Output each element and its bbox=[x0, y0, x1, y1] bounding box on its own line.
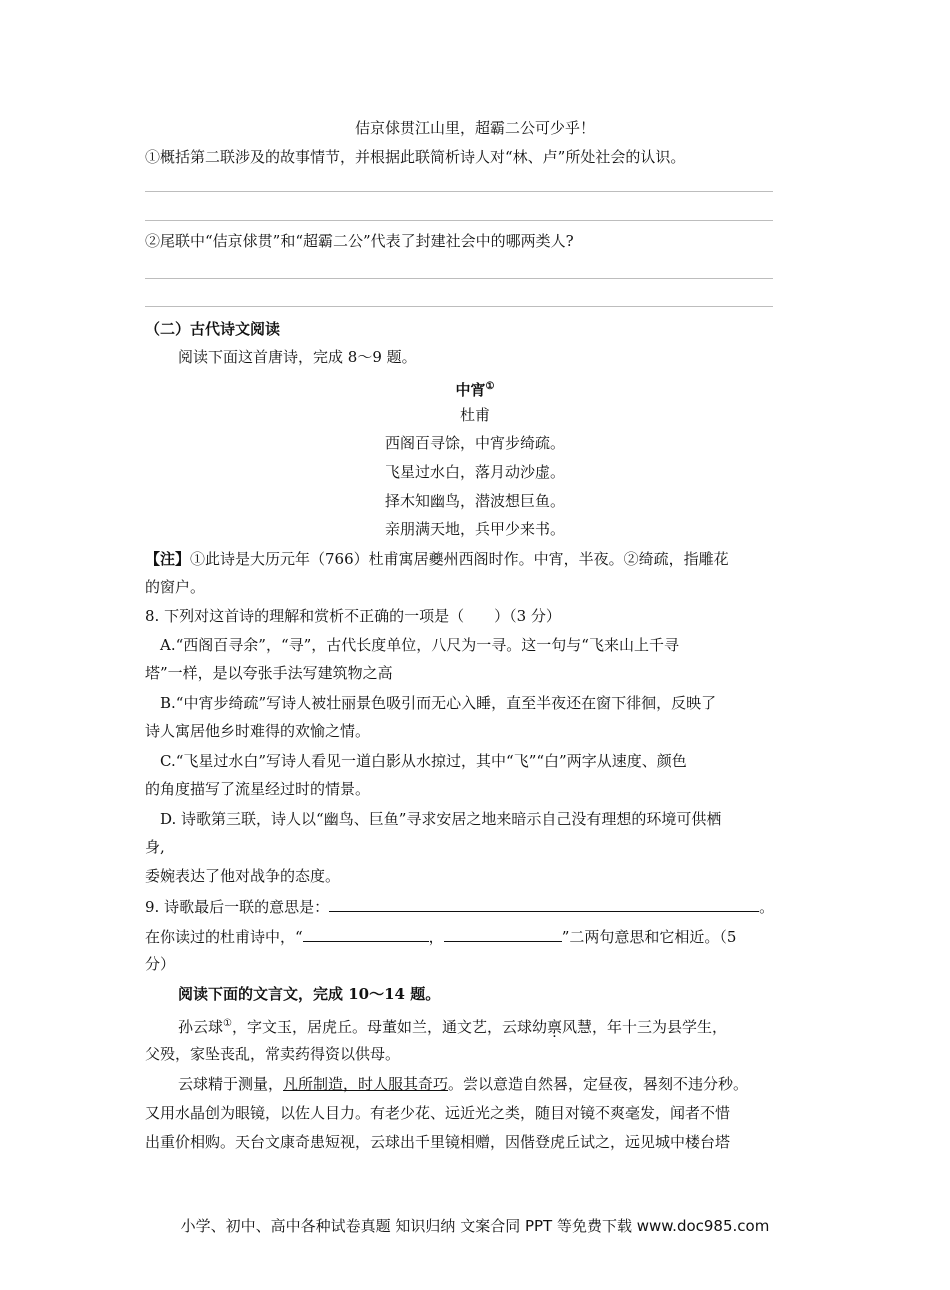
question-9-line1 bbox=[145, 895, 774, 918]
poem-note bbox=[145, 548, 729, 570]
answer-blank[interactable] bbox=[329, 895, 759, 912]
poem-last-line: 佶京俅贯江山里，超霸二公可少乎！ bbox=[354, 119, 595, 137]
classical-para2-cont: 出重价相购。天台文康奇患短视，云球出千里镜相赠，因偕登虎丘试之，远见城中楼台塔 bbox=[145, 1133, 731, 1151]
answer-line[interactable] bbox=[145, 191, 773, 192]
question-9-line2 bbox=[145, 925, 736, 948]
poem-title-note: ① bbox=[485, 381, 495, 392]
answer-blank[interactable] bbox=[303, 925, 429, 942]
classical-para1 bbox=[178, 1013, 727, 1038]
option-c: C.“飞星过水白”写诗人看见一道白影从水掠过，其中“飞”“白”两字从速度、颜色 bbox=[160, 752, 687, 770]
note-bracket: 【注】 bbox=[145, 550, 191, 568]
question-2: ②尾联中“佶京俅贯”和“超霸二公”代表了封建社会中的哪两类人? bbox=[145, 232, 574, 250]
poem-note-cont: 的窗户。 bbox=[145, 578, 206, 596]
poem-line: 亲朋满天地，兵甲少来书。 bbox=[384, 520, 565, 538]
section-instruction: 阅读下面这首唐诗，完成 8～9 题。 bbox=[178, 348, 417, 366]
q9-prefix2: 在你读过的杜甫诗中，“ bbox=[145, 928, 303, 946]
note-text: ①此诗是大历元年（766）杜甫寓居夔州西阁时作。中宵，半夜。②绮疏，指雕花 bbox=[190, 550, 729, 568]
classical-para2 bbox=[178, 1073, 748, 1095]
option-d-cont: 委婉表达了他对战争的态度。 bbox=[145, 867, 341, 885]
q9-prefix: 9. 诗歌最后一联的意思是： bbox=[145, 898, 330, 916]
emphasis-char: 禀 bbox=[547, 1018, 563, 1036]
answer-line[interactable] bbox=[145, 306, 773, 307]
p1-a: 孙云球 bbox=[178, 1018, 224, 1036]
answer-line[interactable] bbox=[145, 278, 773, 279]
answer-line[interactable] bbox=[145, 220, 773, 221]
p1-sup: ① bbox=[223, 1018, 232, 1029]
q9-suffix: 。 bbox=[759, 898, 775, 916]
classical-para1-cont: 父殁，家坠丧乱，常卖药得资以供母。 bbox=[145, 1045, 401, 1063]
poem-line: 择木知幽鸟，潜波想巨鱼。 bbox=[384, 492, 565, 510]
p2-b: 。尝以意造自然晷，定昼夜，晷刻不违分秒。 bbox=[448, 1075, 749, 1093]
poem-title-text: 中宵 bbox=[455, 381, 486, 399]
poem-line: 飞星过水白，落月动沙虚。 bbox=[384, 463, 565, 481]
question-8-stem: 8. 下列对这首诗的理解和赏析不正确的一项是（ ）（3 分） bbox=[145, 607, 561, 625]
option-a-cont: 塔”一样，是以夸张手法写建筑物之高 bbox=[145, 664, 393, 682]
underlined-sentence: 凡所制造，时人服其奇巧 bbox=[283, 1075, 449, 1093]
option-d: D. 诗歌第三联，诗人以“幽鸟、巨鱼”寻求安居之地来暗示自己没有理想的环境可供栖 bbox=[160, 810, 722, 828]
poem-title bbox=[0, 376, 950, 401]
q9-suffix2: ”二两句意思和它相近。（5 bbox=[561, 928, 737, 946]
option-b-cont: 诗人寓居他乡时难得的欢愉之情。 bbox=[145, 722, 371, 740]
classical-para2-cont: 又用水晶创为眼镜，以佐人目力。有老少花、远近光之类，随目对镜不爽毫发，闻者不惜 bbox=[145, 1104, 731, 1122]
q9-mid: ， bbox=[428, 928, 444, 946]
section-heading: （二）古代诗文阅读 bbox=[145, 320, 281, 338]
p1-b: ，字文玉，居虎丘。母董如兰，通文艺，云球幼 bbox=[231, 1018, 547, 1036]
poem-author: 杜甫 bbox=[459, 406, 490, 424]
option-a: A.“西阁百寻余”，“寻”，古代长度单位，八尺为一寻。这一句与“飞来山上千寻 bbox=[160, 636, 679, 654]
question-1: ①概括第二联涉及的故事情节，并根据此联简析诗人对“林、卢”所处社会的认识。 bbox=[145, 148, 686, 166]
p2-a: 云球精于测量， bbox=[178, 1075, 284, 1093]
question-9-line3: 分） bbox=[145, 955, 176, 973]
option-d-cont: 身, bbox=[145, 838, 165, 856]
option-c-cont: 的角度描写了流星经过时的情景。 bbox=[145, 780, 371, 798]
p1-c: 风慧，年十三为县学生， bbox=[562, 1018, 728, 1036]
page-footer: 小学、初中、高中各种试卷真题 知识归纳 文案合同 PPT 等免费下载 www.doc985.com bbox=[180, 1217, 770, 1235]
answer-blank[interactable] bbox=[444, 925, 562, 942]
poem-line: 西阁百寻馀，中宵步绮疏。 bbox=[384, 434, 565, 452]
classical-heading: 阅读下面的文言文，完成 10～14 题。 bbox=[178, 985, 441, 1003]
option-b: B.“中宵步绮疏”写诗人被壮丽景色吸引而无心入睡，直至半夜还在窗下徘徊，反映了 bbox=[160, 694, 717, 712]
